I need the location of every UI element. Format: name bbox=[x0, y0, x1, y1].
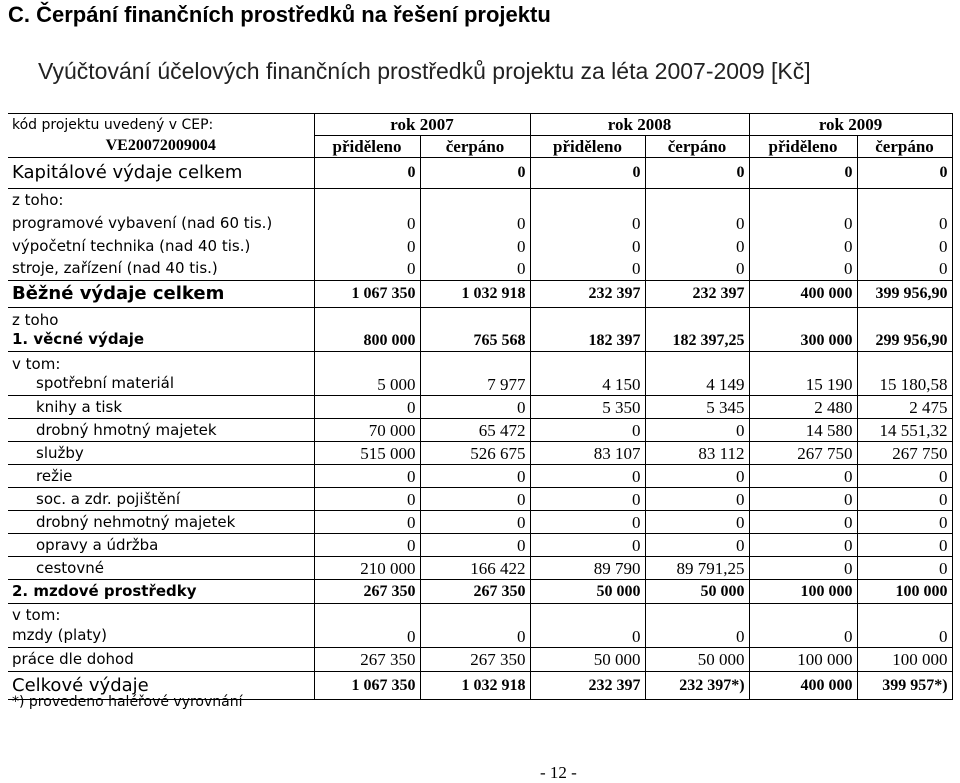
table-row bbox=[8, 648, 952, 672]
table-row bbox=[8, 308, 952, 352]
row-prefix: v tom: bbox=[12, 354, 61, 373]
cell: 0 bbox=[314, 488, 420, 511]
cell: 5 345 bbox=[645, 396, 749, 419]
cell: 0 bbox=[749, 258, 857, 281]
cell: 7 977 bbox=[420, 352, 530, 396]
cell: 0 bbox=[749, 511, 857, 534]
cell: 400 000 bbox=[749, 281, 857, 308]
col-header: přiděleno bbox=[530, 136, 645, 158]
cell: 182 397,25 bbox=[645, 308, 749, 352]
project-code-label: kód projektu uvedený v CEP: bbox=[8, 114, 314, 136]
cell: 0 bbox=[857, 604, 952, 648]
cell: 4 150 bbox=[530, 352, 645, 396]
cell: 210 000 bbox=[314, 557, 420, 580]
cell: 0 bbox=[420, 534, 530, 557]
cell: 0 bbox=[645, 212, 749, 235]
cell: 0 bbox=[749, 534, 857, 557]
cell: 0 bbox=[314, 396, 420, 419]
row-sublabel: spotřební materiál bbox=[36, 373, 175, 392]
row-label bbox=[8, 308, 314, 352]
cell: 0 bbox=[857, 557, 952, 580]
cell: 89 790 bbox=[530, 557, 645, 580]
row-label bbox=[8, 352, 314, 396]
row-label: z toho: bbox=[12, 190, 64, 209]
page-number: - 12 - bbox=[540, 763, 577, 782]
table-row bbox=[8, 419, 952, 442]
cell: 0 bbox=[749, 557, 857, 580]
row-label-capital-total: Kapitálové výdaje celkem bbox=[8, 158, 314, 189]
cell: 267 750 bbox=[857, 442, 952, 465]
cell: 0 bbox=[749, 212, 857, 235]
year-header-2009: rok 2009 bbox=[749, 114, 952, 136]
table-row bbox=[8, 352, 952, 396]
cell: 0 bbox=[749, 465, 857, 488]
cell: 0 bbox=[420, 604, 530, 648]
cell: 0 bbox=[749, 488, 857, 511]
table-row bbox=[8, 235, 952, 258]
cell: 0 bbox=[749, 604, 857, 648]
cell: 0 bbox=[530, 419, 645, 442]
row-label-grand-total: Celkové výdaje bbox=[8, 672, 314, 700]
cell: 0 bbox=[314, 534, 420, 557]
cell: 5 350 bbox=[530, 396, 645, 419]
cell: 1 067 350 bbox=[314, 281, 420, 308]
cell: 14 580 bbox=[749, 419, 857, 442]
table-row bbox=[8, 604, 952, 648]
cell: 0 bbox=[420, 258, 530, 281]
row-label: opravy a údržba bbox=[8, 534, 314, 557]
cell: 0 bbox=[314, 235, 420, 258]
cell: 0 bbox=[857, 511, 952, 534]
cell: 0 bbox=[857, 158, 952, 189]
cell: 50 000 bbox=[645, 648, 749, 672]
cell: 300 000 bbox=[749, 308, 857, 352]
table-row bbox=[8, 534, 952, 557]
table-caption: Vyúčtování účelových finančních prostředků projektu za léta 2007-2009 [Kč] bbox=[38, 58, 811, 84]
cell: 267 350 bbox=[420, 648, 530, 672]
cell: 89 791,25 bbox=[645, 557, 749, 580]
cell: 0 bbox=[420, 158, 530, 189]
row-label: knihy a tisk bbox=[8, 396, 314, 419]
cell: 0 bbox=[530, 534, 645, 557]
cell: 0 bbox=[314, 511, 420, 534]
row-label-wages: 2. mzdové prostředky bbox=[8, 580, 314, 604]
year-header-2008: rok 2008 bbox=[530, 114, 749, 136]
cell: 0 bbox=[530, 511, 645, 534]
row-label: drobný nehmotný majetek bbox=[8, 511, 314, 534]
cell: 267 750 bbox=[749, 442, 857, 465]
cell: 0 bbox=[420, 235, 530, 258]
cell: 0 bbox=[645, 511, 749, 534]
cell: 83 107 bbox=[530, 442, 645, 465]
row-label: soc. a zdr. pojištění bbox=[8, 488, 314, 511]
cell: 4 149 bbox=[645, 352, 749, 396]
row-prefix: z toho bbox=[12, 310, 59, 329]
cell: 232 397 bbox=[530, 281, 645, 308]
cell: 0 bbox=[857, 235, 952, 258]
cell: 267 350 bbox=[420, 580, 530, 604]
cell: 0 bbox=[420, 465, 530, 488]
table-row bbox=[8, 212, 952, 235]
cell: 100 000 bbox=[749, 648, 857, 672]
year-header-2007: rok 2007 bbox=[314, 114, 530, 136]
cell: 400 000 bbox=[749, 672, 857, 700]
cell: 100 000 bbox=[749, 580, 857, 604]
row-label: výpočetní technika (nad 40 tis.) bbox=[12, 236, 251, 255]
cell: 0 bbox=[314, 158, 420, 189]
row-label: služby bbox=[8, 442, 314, 465]
cell: 515 000 bbox=[314, 442, 420, 465]
cell: 15 190 bbox=[749, 352, 857, 396]
row-label: programové vybavení (nad 60 tis.) bbox=[12, 213, 273, 232]
row-label bbox=[8, 604, 314, 648]
col-header: čerpáno bbox=[857, 136, 952, 158]
table-row bbox=[8, 465, 952, 488]
cell: 50 000 bbox=[645, 580, 749, 604]
row-prefix: v tom: bbox=[12, 606, 61, 624]
cell: 0 bbox=[314, 212, 420, 235]
cell: 1 032 918 bbox=[420, 672, 530, 700]
cell: 0 bbox=[314, 465, 420, 488]
table-row bbox=[8, 189, 952, 212]
cell: 232 397*) bbox=[645, 672, 749, 700]
cell: 0 bbox=[530, 488, 645, 511]
row-label: drobný hmotný majetek bbox=[8, 419, 314, 442]
cell: 1 032 918 bbox=[420, 281, 530, 308]
cell: 0 bbox=[857, 258, 952, 281]
cell: 0 bbox=[420, 212, 530, 235]
cell: 0 bbox=[530, 212, 645, 235]
cell: 0 bbox=[530, 258, 645, 281]
footnote: *) provedeno haléřové vyrovnání bbox=[12, 694, 243, 710]
cell: 50 000 bbox=[530, 648, 645, 672]
row-sublabel: mzdy (platy) bbox=[12, 625, 107, 644]
cell: 0 bbox=[314, 258, 420, 281]
cell: 0 bbox=[314, 604, 420, 648]
table-row bbox=[8, 281, 952, 308]
cell: 267 350 bbox=[314, 580, 420, 604]
cell: 232 397 bbox=[530, 672, 645, 700]
cell: 14 551,32 bbox=[857, 419, 952, 442]
cell: 5 000 bbox=[314, 352, 420, 396]
table-row bbox=[8, 396, 952, 419]
table-row bbox=[8, 488, 952, 511]
table-row bbox=[8, 511, 952, 534]
cell: 182 397 bbox=[530, 308, 645, 352]
row-label: stroje, zařízení (nad 40 tis.) bbox=[8, 258, 314, 281]
cell: 267 350 bbox=[314, 648, 420, 672]
cell: 166 422 bbox=[420, 557, 530, 580]
col-header: čerpáno bbox=[645, 136, 749, 158]
cell: 232 397 bbox=[645, 281, 749, 308]
cell: 0 bbox=[645, 158, 749, 189]
col-header: přiděleno bbox=[749, 136, 857, 158]
project-code: VE20072009004 bbox=[8, 136, 314, 158]
cell: 0 bbox=[420, 396, 530, 419]
row-label: práce dle dohod bbox=[8, 648, 314, 672]
cell: 399 956,90 bbox=[857, 281, 952, 308]
cell: 2 475 bbox=[857, 396, 952, 419]
cell: 0 bbox=[530, 158, 645, 189]
cell: 0 bbox=[857, 465, 952, 488]
cell: 83 112 bbox=[645, 442, 749, 465]
cell: 0 bbox=[645, 534, 749, 557]
cell: 1 067 350 bbox=[314, 672, 420, 700]
cell: 299 956,90 bbox=[857, 308, 952, 352]
row-label: cestovné bbox=[8, 557, 314, 580]
row-label: režie bbox=[8, 465, 314, 488]
table-row bbox=[8, 442, 952, 465]
table-row bbox=[8, 557, 952, 580]
cell: 0 bbox=[530, 604, 645, 648]
table-row bbox=[8, 580, 952, 604]
cell: 65 472 bbox=[420, 419, 530, 442]
cell: 0 bbox=[749, 235, 857, 258]
cell: 0 bbox=[857, 488, 952, 511]
cell: 0 bbox=[749, 158, 857, 189]
cell: 100 000 bbox=[857, 648, 952, 672]
table-row bbox=[8, 158, 952, 189]
row-label-material: 1. věcné výdaje bbox=[12, 329, 145, 348]
cell: 0 bbox=[420, 511, 530, 534]
section-heading: C. Čerpání finančních prostředků na řešení projektu bbox=[8, 2, 551, 27]
cell: 2 480 bbox=[749, 396, 857, 419]
cell: 15 180,58 bbox=[857, 352, 952, 396]
cell: 0 bbox=[857, 534, 952, 557]
cell: 0 bbox=[645, 604, 749, 648]
cell: 0 bbox=[645, 465, 749, 488]
cell: 0 bbox=[645, 235, 749, 258]
cell: 765 568 bbox=[420, 308, 530, 352]
cell: 0 bbox=[530, 235, 645, 258]
cell: 70 000 bbox=[314, 419, 420, 442]
cell: 0 bbox=[645, 419, 749, 442]
cell: 0 bbox=[530, 465, 645, 488]
cell: 100 000 bbox=[857, 580, 952, 604]
cell: 399 957*) bbox=[857, 672, 952, 700]
cell: 0 bbox=[857, 212, 952, 235]
col-header: čerpáno bbox=[420, 136, 530, 158]
cell: 526 675 bbox=[420, 442, 530, 465]
row-label-current-total: Běžné výdaje celkem bbox=[8, 281, 314, 308]
col-header: přiděleno bbox=[314, 136, 420, 158]
cell: 0 bbox=[645, 258, 749, 281]
cell: 0 bbox=[420, 488, 530, 511]
finance-table bbox=[8, 113, 953, 700]
cell: 0 bbox=[645, 488, 749, 511]
cell: 50 000 bbox=[530, 580, 645, 604]
cell: 800 000 bbox=[314, 308, 420, 352]
table-row bbox=[8, 258, 952, 281]
